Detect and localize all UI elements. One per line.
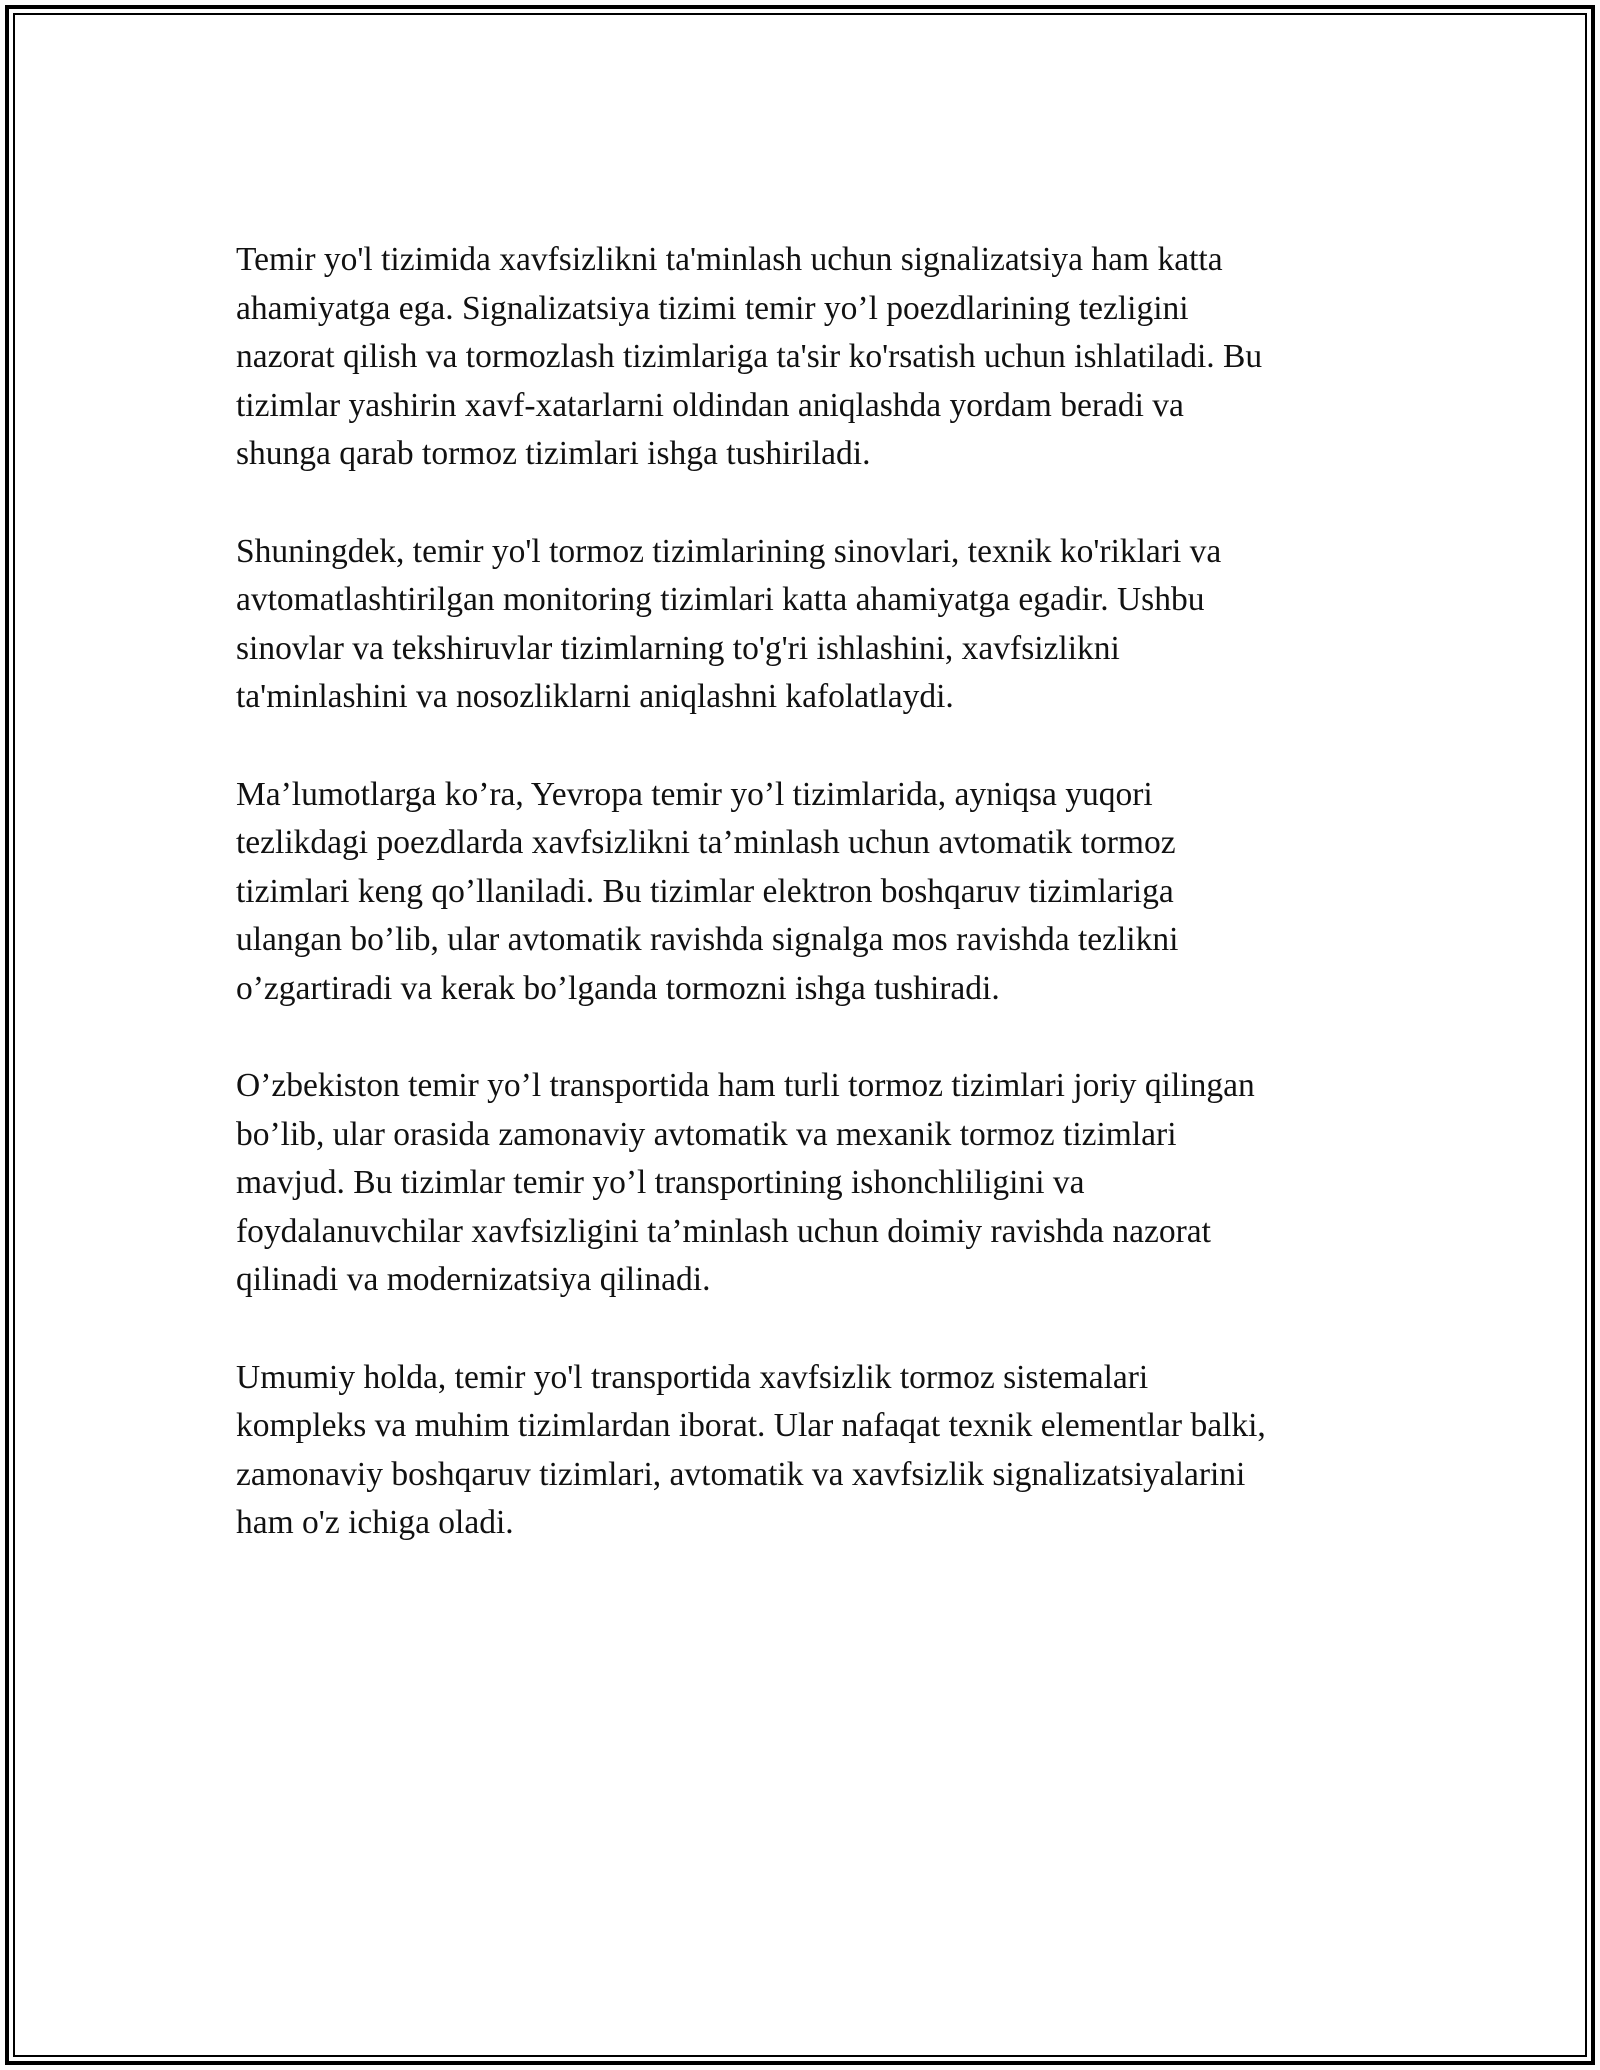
paragraph-line: tizimlari keng qo’llaniladi. Bu tizimlar elektron boshqaruv tizimlariga (236, 872, 1174, 910)
paragraph-line: ahamiyatga ega. Signalizatsiya tizimi temir yo’l poezdlarining tezligini (236, 289, 1189, 327)
paragraph-line: kompleks va muhim tizimlardan iborat. Ular nafaqat texnik elementlar balki, (236, 1407, 1266, 1445)
paragraph-4 (236, 1062, 1366, 1305)
paragraph-line: avtomatlashtirilgan monitoring tizimlari katta ahamiyatga egadir. Ushbu (236, 581, 1205, 619)
paragraph-line: zamonaviy boshqaruv tizimlari, avtomatik va xavfsizlik signalizatsiyalarini (236, 1455, 1246, 1493)
paragraph-3 (236, 771, 1366, 1014)
paragraph-line: Ma’lumotlarga ko’ra, Yevropa temir yo’l tizimlarida, ayniqsa yuqori (236, 775, 1153, 813)
paragraph-1 (236, 236, 1366, 479)
paragraph-line: foydalanuvchilar xavfsizligini ta’minlash uchun doimiy ravishda nazorat (236, 1212, 1211, 1250)
paragraph-line: mavjud. Bu tizimlar temir yo’l transportining ishonchliligini va (236, 1164, 1085, 1202)
paragraph-line: qilinadi va modernizatsiya qilinadi. (236, 1261, 711, 1299)
paragraph-line: ham o'z ichiga oladi. (236, 1504, 514, 1542)
paragraph-2 (236, 528, 1366, 722)
paragraph-line: Shuningdek, temir yo'l tormoz tizimlarining sinovlari, texnik ko'riklari va (236, 532, 1222, 570)
paragraph-line: nazorat qilish va tormozlash tizimlariga ta'sir ko'rsatish uchun ishlatiladi. Bu (236, 338, 1263, 376)
paragraph-line: O’zbekiston temir yo’l transportida ham turli tormoz tizimlari joriy qilingan (236, 1067, 1255, 1105)
document-body (236, 236, 1366, 1548)
paragraph-line: Temir yo'l tizimida xavfsizlikni ta'minlash uchun signalizatsiya ham katta (236, 241, 1223, 278)
paragraph-line: sinovlar va tekshiruvlar tizimlarning to'g'ri ishlashini, xavfsizlikni (236, 629, 1120, 667)
paragraph-line: Umumiy holda, temir yo'l transportida xavfsizlik tormoz sistemalari (236, 1358, 1149, 1396)
paragraph-line: shunga qarab tormoz tizimlari ishga tushiriladi. (236, 435, 871, 473)
paragraph-line: tezlikdagi poezdlarda xavfsizlikni ta’minlash uchun avtomatik tormoz (236, 824, 1176, 862)
paragraph-line: ta'minlashini va nosozliklarni aniqlashni kafolatlaydi. (236, 678, 954, 716)
paragraph-line: tizimlar yashirin xavf-xatarlarni oldindan aniqlashda yordam beradi va (236, 386, 1184, 424)
paragraph-line: o’zgartiradi va kerak bo’lganda tormozni ishga tushiradi. (236, 969, 1000, 1007)
paragraph-5 (236, 1354, 1366, 1548)
paragraph-line: bo’lib, ular orasida zamonaviy avtomatik va mexanik tormoz tizimlari (236, 1115, 1177, 1153)
paragraph-line: ulangan bo’lib, ular avtomatik ravishda signalga mos ravishda tezlikni (236, 921, 1179, 959)
